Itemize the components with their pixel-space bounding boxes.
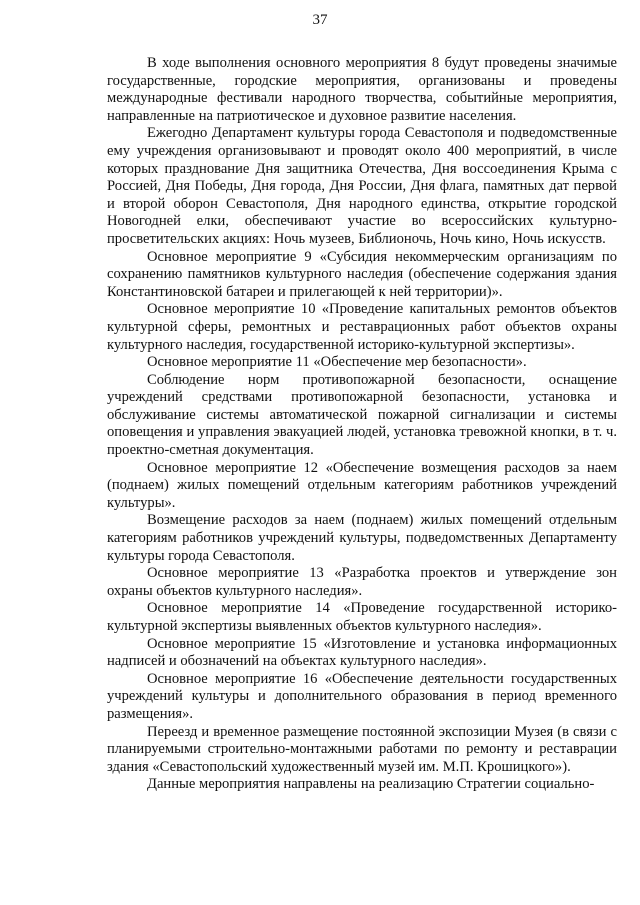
page-number: 37 [312, 12, 328, 28]
document-body [107, 55, 617, 794]
paragraph-event-9: Основное мероприятие 9 «Субсидия некоммерческим организациям по сохранению памятников культурного наследия (обеспечение содержания здания Константиновской батареи и прилегающей к ней территории)». [107, 248, 617, 300]
paragraph-event-8: В ходе выполнения основного мероприятия 8 будут проведены значимые государственные, городские мероприятия, организованы и проведены международные фестивали народного творчества, событийные мероприятия, направленные на патриотическое и духовное развитие населения. [107, 55, 617, 124]
paragraph-event-12: Основное мероприятие 12 «Обеспечение возмещения расходов за наем (поднаем) жилых помещений отдельным категориям работников учреждений культуры». [107, 459, 617, 511]
paragraph-annual-events: Ежегодно Департамент культуры города Севастополя и подведомственные ему учреждения организовывают и проводят около 400 мероприятий, в числе которых празднование Дня защитника Отечества, Дня воссоединения Крыма с Россией, Дня Победы, Дня города, Дня России, Дня флага, памятных дат первой и второй оборон Севастополя, Дня народного единства, открытие городской Новогодней елки, обеспечивают участие во всероссийских культурно-просветительских акциях: Ночь музеев, Библионочь, Ночь кино, Ночь искусств. [107, 125, 617, 247]
paragraph-museum-relocation: Переезд и временное размещение постоянной экспозиции Музея (в связи с планируемыми строительно-монтажными работами по ремонту и реставрации здания «Севастопольский художественный музей им. М.П. Крошицкого»). [107, 723, 617, 775]
paragraph-event-16: Основное мероприятие 16 «Обеспечение деятельности государственных учреждений культуры и дополнительного образования в период временного размещения». [107, 670, 617, 722]
paragraph-event-13: Основное мероприятие 13 «Разработка проектов и утверждение зон охраны объектов культурного наследия». [107, 565, 617, 599]
paragraph-event-14: Основное мероприятие 14 «Проведение государственной историко-культурной экспертизы выявленных объектов культурного наследия». [107, 600, 617, 634]
paragraph-strategy: Данные мероприятия направлены на реализацию Стратегии социально- [147, 776, 595, 793]
paragraph-housing-reimbursement: Возмещение расходов за наем (поднаем) жилых помещений отдельным категориям работников учреждений культуры, подведомственных Департаменту культуры города Севастополя. [107, 512, 617, 564]
paragraph-event-10: Основное мероприятие 10 «Проведение капитальных ремонтов объектов культурной сферы, ремонтных и реставрационных работ объектов охраны культурного наследия, государственной историко-культурной экспертизы». [107, 301, 617, 353]
paragraph-fire-safety: Соблюдение норм противопожарной безопасности, оснащение учреждений средствами противопожарной безопасности, установка и обслуживание системы автоматической пожарной сигнализации и системы оповещения и управления эвакуацией людей, установка тревожной кнопки, в т. ч. проектно-сметная документация. [107, 371, 617, 459]
paragraph-event-11: Основное мероприятие 11 «Обеспечение мер безопасности». [147, 354, 527, 371]
paragraph-event-15: Основное мероприятие 15 «Изготовление и установка информационных надписей и обозначений на объектах культурного наследия». [107, 635, 617, 670]
